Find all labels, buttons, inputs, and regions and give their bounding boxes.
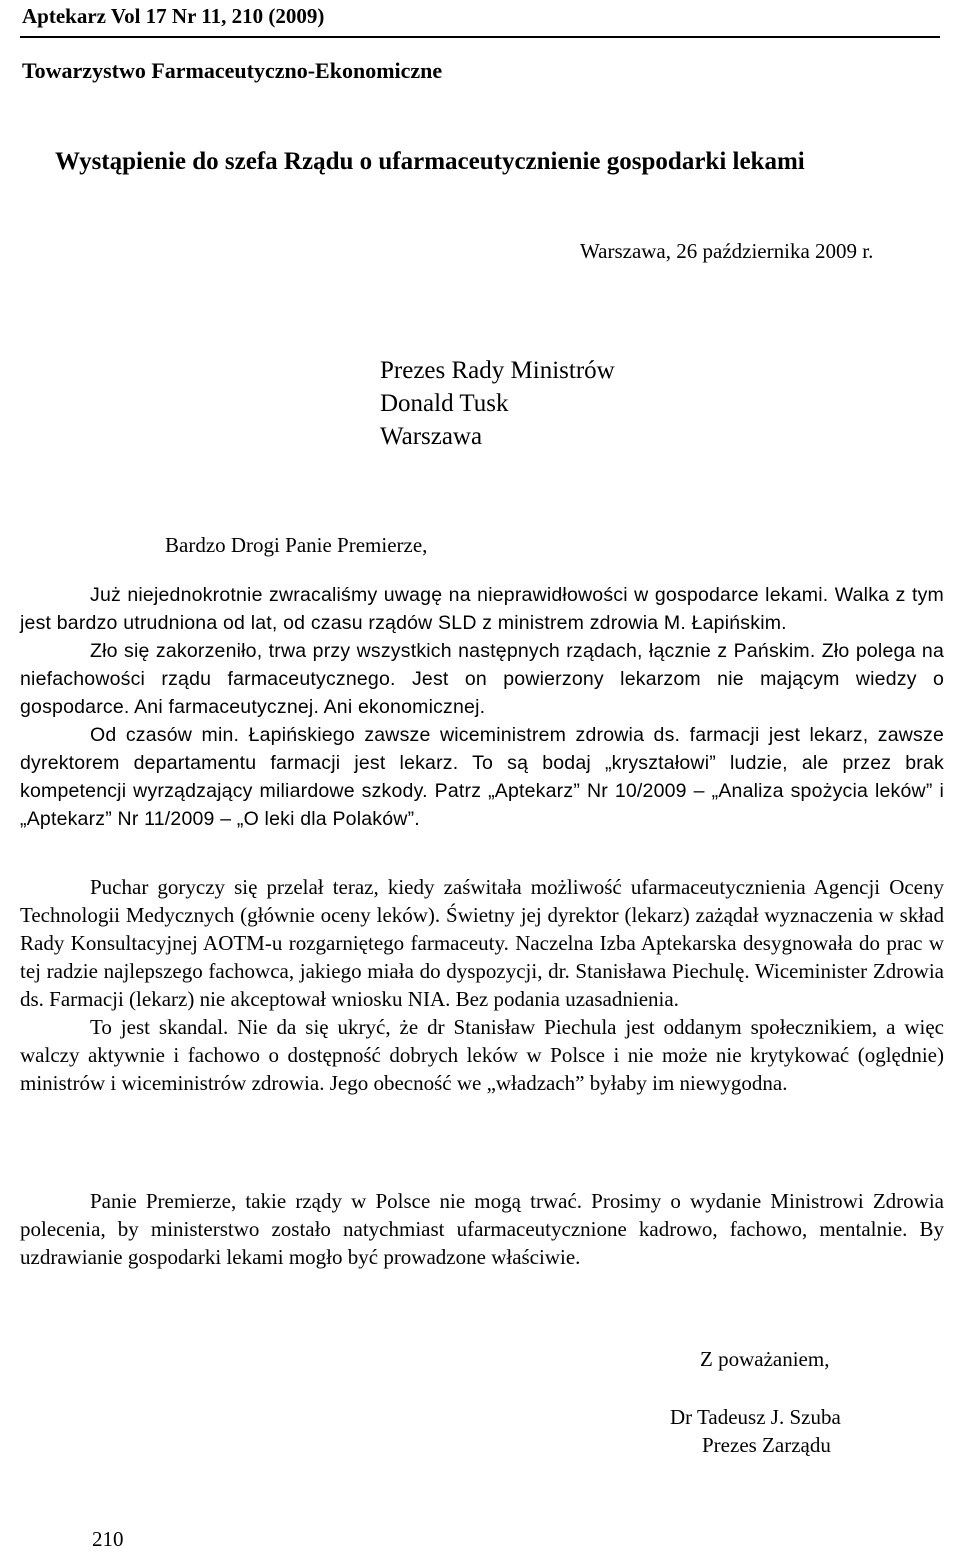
page-number: 210 <box>92 1527 124 1551</box>
letter-date: Warszawa, 26 października 2009 r. <box>580 239 874 263</box>
paragraph: Już niejednokrotnie zwracaliśmy uwagę na nieprawidłowości w gospodarce lekami. Walka z tym jest bardzo utrudniona od lat, od czasu rządów SLD z ministrem zdrowia M. Łapińskim. <box>20 584 944 634</box>
paragraph: Zło się zakorzeniło, trwa przy wszystkich następnych rządach, łącznie z Pańskim. Zło polega na niefachowości rządu farmaceutycznego. Jest on powierzony lekarzom nie mającym wiedzy o gospodarce. Ani farmaceutycznej. Ani ekonomicznej. <box>20 640 944 718</box>
salutation: Bardzo Drogi Panie Premierze, <box>165 533 428 557</box>
addressee-line-1: Prezes Rady Ministrów <box>380 357 615 384</box>
letter-body-sans <box>20 581 944 833</box>
article-title: Wystąpienie do szefa Rządu o ufarmaceutycznienie gospodarki lekami <box>55 148 805 175</box>
signatory-role: Prezes Zarządu <box>702 1433 831 1457</box>
header-rule <box>20 36 940 38</box>
paragraph: Puchar goryczy się przelał teraz, kiedy zaświtała możliwość ufarmaceutycznienia Agencji Oceny Technologii Medycznych (głównie oceny leków). Świetny jej dyrektor (lekarz) zażądał wyznaczenia w skład Rady Konsultacyjnej AOTM-u rozgarniętego farmaceuty. Naczelna Izba Aptekarska desygnowała do prac w tej radzie najlepszego fachowca, jakiego miała do dyspozycji, dr. Stanisława Piechulę. Wiceminister Zdrowia ds. Farmacji (lekarz) nie akceptował wniosku NIA. Bez podania uzasadnienia. <box>20 875 944 1011</box>
closing: Z poważaniem, <box>700 1347 830 1371</box>
society-name: Towarzystwo Farmaceutyczno-Ekonomiczne <box>22 58 443 83</box>
signatory-name: Dr Tadeusz J. Szuba <box>670 1405 841 1429</box>
addressee-line-2: Donald Tusk <box>380 390 509 417</box>
journal-header: Aptekarz Vol 17 Nr 11, 210 (2009) <box>22 4 325 28</box>
paragraph: Od czasów min. Łapińskiego zawsze wiceministrem zdrowia ds. farmacji jest lekarz, zawsze dyrektorem departamentu farmacji jest lekarz. To są bodaj „kryształowi” ludzie, ale przez brak kompetencji wyrządzający miliardowe szkody. Patrz „Aptekarz” Nr 10/2009 – „Analiza spożycia leków” i „Aptekarz” Nr 11/2009 – „O leki dla Polaków”. <box>20 724 944 830</box>
paragraph: To jest skandal. Nie da się ukryć, że dr Stanisław Piechula jest oddanym społecznikiem, a więc walczy aktywnie i fachowo o dostępność dobrych leków w Polsce i nie może nie krytykować (oględnie) ministrów i wiceministrów zdrowia. Jego obecność we „władzach” byłaby im niewygodna. <box>20 1015 944 1095</box>
letter-final-paragraph <box>20 1187 944 1271</box>
addressee-line-3: Warszawa <box>380 423 483 450</box>
letter-body-serif <box>20 873 944 1097</box>
paragraph: Panie Premierze, takie rządy w Polsce nie mogą trwać. Prosimy o wydanie Ministrowi Zdrowia polecenia, by ministerstwo zostało natychmiast ufarmaceutycznione kadrowo, fachowo, mentalnie. By uzdrawianie gospodarki lekami mogło być prowadzone właściwie. <box>20 1189 944 1269</box>
